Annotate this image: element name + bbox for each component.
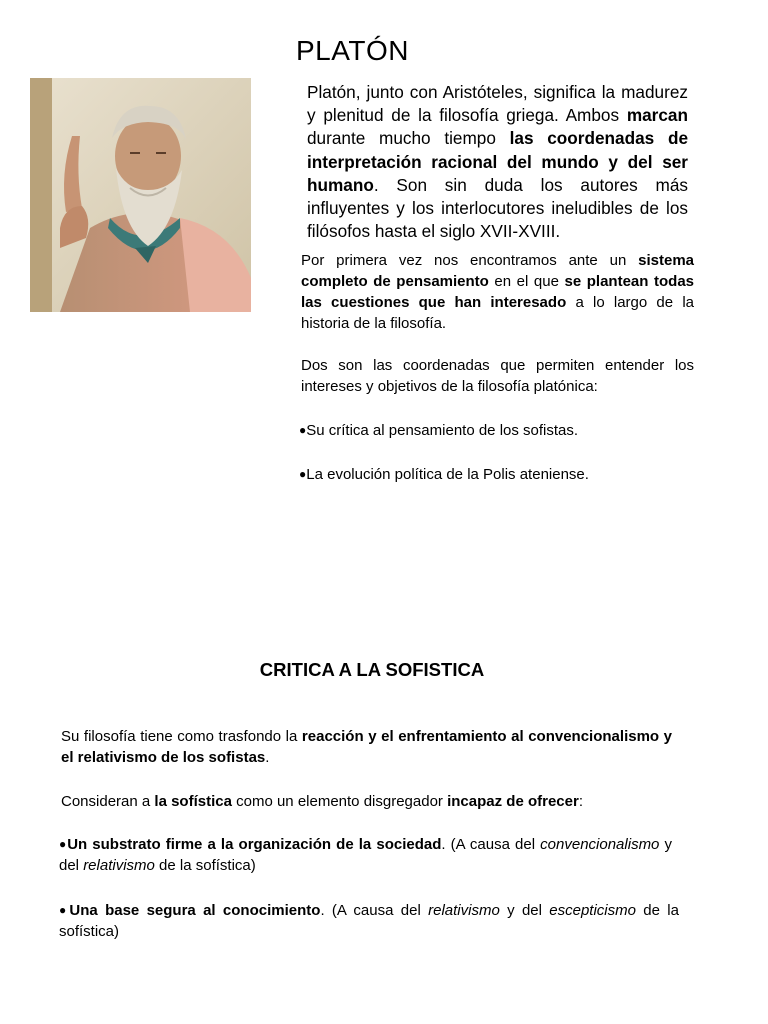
background-paragraph (61, 726, 672, 768)
bullet-text: Su crítica al pensamiento de los sofistas. (306, 422, 579, 439)
intro-text-2: durante mucho tiempo (307, 128, 510, 149)
list-item (299, 464, 699, 485)
s3-text-1: . (A causa del (441, 836, 541, 853)
system-paragraph (301, 250, 694, 334)
plato-portrait-icon (30, 78, 251, 312)
bullet-icon: ● (59, 837, 68, 851)
bullet-icon: ● (59, 903, 70, 917)
para2-bold-1: sistema completo de pensamiento (301, 252, 694, 290)
bullet-text: La evolución política de la Polis ateniense. (306, 466, 589, 483)
intro-bold-1: marcan (626, 105, 688, 126)
para2-text-2: en el que (488, 273, 565, 290)
list-item (299, 420, 699, 441)
bullet-icon: ● (299, 467, 307, 481)
s2-bold-2: incapaz de ofrecer (447, 793, 579, 810)
s4-text-2: y del (499, 902, 550, 919)
list-item (59, 900, 679, 942)
s3-text-3: de la sofística) (154, 857, 256, 874)
list-item (59, 834, 672, 876)
s4-text-1: . (A causa del (320, 902, 429, 919)
s4-italic-1: relativismo (428, 902, 500, 919)
intro-paragraph (307, 81, 688, 243)
coordinates-paragraph: Dos son las coordenadas que permiten entender los intereses y objetivos de la filosofía platónica: (301, 357, 694, 395)
s4-bold-1: Una base segura al conocimiento (69, 902, 321, 919)
s3-italic-1: convencionalismo (540, 836, 660, 853)
s2-text-1: Consideran a (61, 793, 155, 810)
para2-text-1: Por primera vez nos encontramos ante un (301, 252, 639, 269)
s1-text-2: . (265, 749, 270, 766)
s1-text-1: Su filosofía tiene como trasfondo la (61, 728, 302, 745)
s2-text-2: como un elemento disgregador (231, 793, 448, 810)
para2-text-3: a lo largo de la historia de la filosofía. (301, 294, 694, 332)
s4-text-3: de la sofística) (59, 902, 679, 940)
page-title: PLATÓN (296, 35, 409, 66)
intro-text-3: . Son sin duda los autores más influyentes y los interlocutores ineludibles de los filósofos hasta el siglo XVII-XVIII. (307, 174, 688, 242)
para2-bold-2: se plantean todas las cuestiones que han interesado (301, 273, 694, 311)
s4-italic-2: escepticismo (549, 902, 636, 919)
section-title: CRITICA A LA SOFISTICA (259, 659, 485, 680)
s3-bold-1: Un substrato firme a la organización de la sociedad (67, 836, 442, 853)
s2-text-3: : (578, 793, 583, 810)
s2-bold-1: la sofística (154, 793, 232, 810)
s3-italic-2: relativismo (83, 857, 155, 874)
bullet-icon: ● (299, 423, 307, 437)
intro-bold-2: las coordenadas de interpretación racional del mundo y del ser humano (307, 128, 689, 195)
s1-bold-1: reacción y el enfrentamiento al convencionalismo y el relativismo de los sofistas (61, 728, 672, 766)
s3-text-2: y del (59, 836, 673, 874)
intro-text-1: Platón, junto con Aristóteles, significa la madurez y plenitud de la filosofía griega. Ambos (307, 82, 688, 126)
sophistry-paragraph (61, 791, 672, 812)
